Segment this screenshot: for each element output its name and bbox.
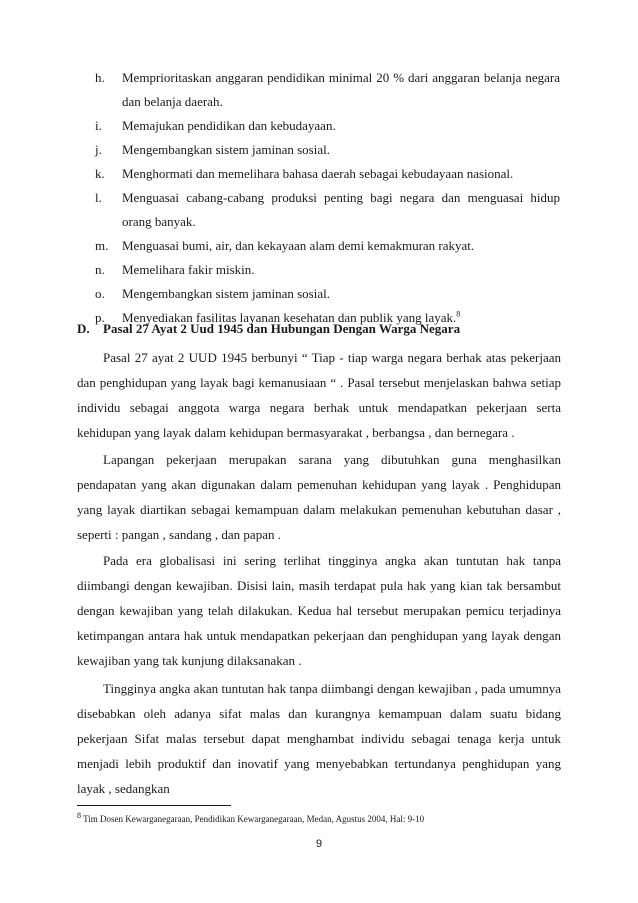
list-item-text: Menguasai cabang-cabang produksi penting bagi negara dan menguasai hidup orang banyak. — [122, 190, 560, 229]
list-item-text: Mengembangkan sistem jaminan sosial. — [122, 142, 330, 157]
paragraph: Tingginya angka akan tuntutan hak tanpa diimbangi dengan kewajiban , pada umumnya disebabkan oleh adanya sifat malas dan kurangnya kemampuan dalam suatu bidang pekerjaan Sifat malas tersebut dapat menghambat individu sebagai tenaga kerja untuk menjadi lebih produktif dan inovatif yang menyebabkan tertundanya penghidupan yang layak , sedangkan — [77, 681, 561, 796]
list-item — [0, 258, 638, 282]
paragraph: Pasal 27 ayat 2 UUD 1945 berbunyi “ Tiap - tiap warga negara berhak atas pekerjaan dan penghidupan yang layak bagi kemanusiaan “ . Pasal tersebut menjelaskan bahwa setiap individu sebagai anggota warga negara berhak untuk mendapatkan pekerjaan serta kehidupan yang layak dalam kehidupan bermasyarakat , berbangsa , dan bernegara . — [77, 350, 561, 440]
list-marker: l. — [95, 190, 102, 205]
list-marker: n. — [95, 262, 105, 277]
list-item-text: Menghormati dan memelihara bahasa daerah sebagai kebudayaan nasional. — [122, 166, 514, 181]
list-item-text: Memajukan pendidikan dan kebudayaan. — [122, 118, 336, 133]
list-item-text: Memprioritaskan anggaran pendidikan minimal 20 % dari anggaran belanja negara dan belanja daerah. — [122, 70, 560, 109]
list-item — [0, 162, 638, 186]
paragraph: Lapangan pekerjaan merupakan sarana yang dibutuhkan guna menghasilkan pendapatan yang akan digunakan dalam pemenuhan kehidupan yang layak . Penghidupan yang layak diartikan sebagai kemampuan dalam melakukan pemenuhan kebutuhan dasar , seperti : pangan , sandang , dan papan . — [77, 452, 561, 542]
list-item — [0, 186, 638, 234]
list-item — [0, 282, 638, 306]
footnote — [77, 812, 424, 826]
list-marker: o. — [95, 286, 105, 301]
numbered-list — [0, 66, 638, 330]
list-marker: j. — [95, 142, 102, 157]
list-item-text: Memelihara fakir miskin. — [122, 262, 255, 277]
list-marker: h. — [95, 70, 105, 85]
section-heading — [77, 317, 460, 341]
page-number: 9 — [315, 838, 323, 850]
list-item — [0, 138, 638, 162]
footnote-divider — [77, 805, 231, 806]
list-marker: i. — [95, 118, 102, 133]
list-item-text: Mengembangkan sistem jaminan sosial. — [122, 286, 330, 301]
footnote-text: Tim Dosen Kewarganegaraan, Pendidikan Kewarganegaraan, Medan, Agustus 2004, Hal: 9-10 — [83, 814, 425, 824]
list-item-text-content: Menyediakan fasilitas layanan kesehatan dan publik yang layak. — [122, 310, 457, 325]
section-title: Pasal 27 Ayat 2 Uud 1945 dan Hubungan Dengan Warga Negara — [103, 321, 461, 336]
list-marker: m. — [95, 238, 109, 253]
list-item — [0, 114, 638, 138]
footnote-number: 8 — [77, 811, 81, 820]
list-marker: k. — [95, 166, 105, 181]
list-marker: p. — [95, 310, 105, 325]
list-item-text: Menguasai bumi, air, dan kekayaan alam demi kemakmuran rakyat. — [122, 238, 475, 253]
paragraph: Pada era globalisasi ini sering terlihat tingginya angka akan tuntutan hak tanpa diimbangi dengan kewajiban. Disisi lain, masih terdapat pula hak yang kian tak bersambut dengan kewajiban yang telah dilakukan. Kedua hal tersebut merupakan pemicu terjadinya ketimpangan antara hak untuk mendapatkan pekerjaan dan penghidupan yang layak dengan kewajiban yang tak kunjung dilaksanakan . — [77, 553, 561, 668]
list-item — [0, 66, 638, 114]
footnote-reference[interactable]: 8 — [456, 309, 461, 319]
list-item — [0, 234, 638, 258]
section-letter: D. — [77, 321, 90, 336]
